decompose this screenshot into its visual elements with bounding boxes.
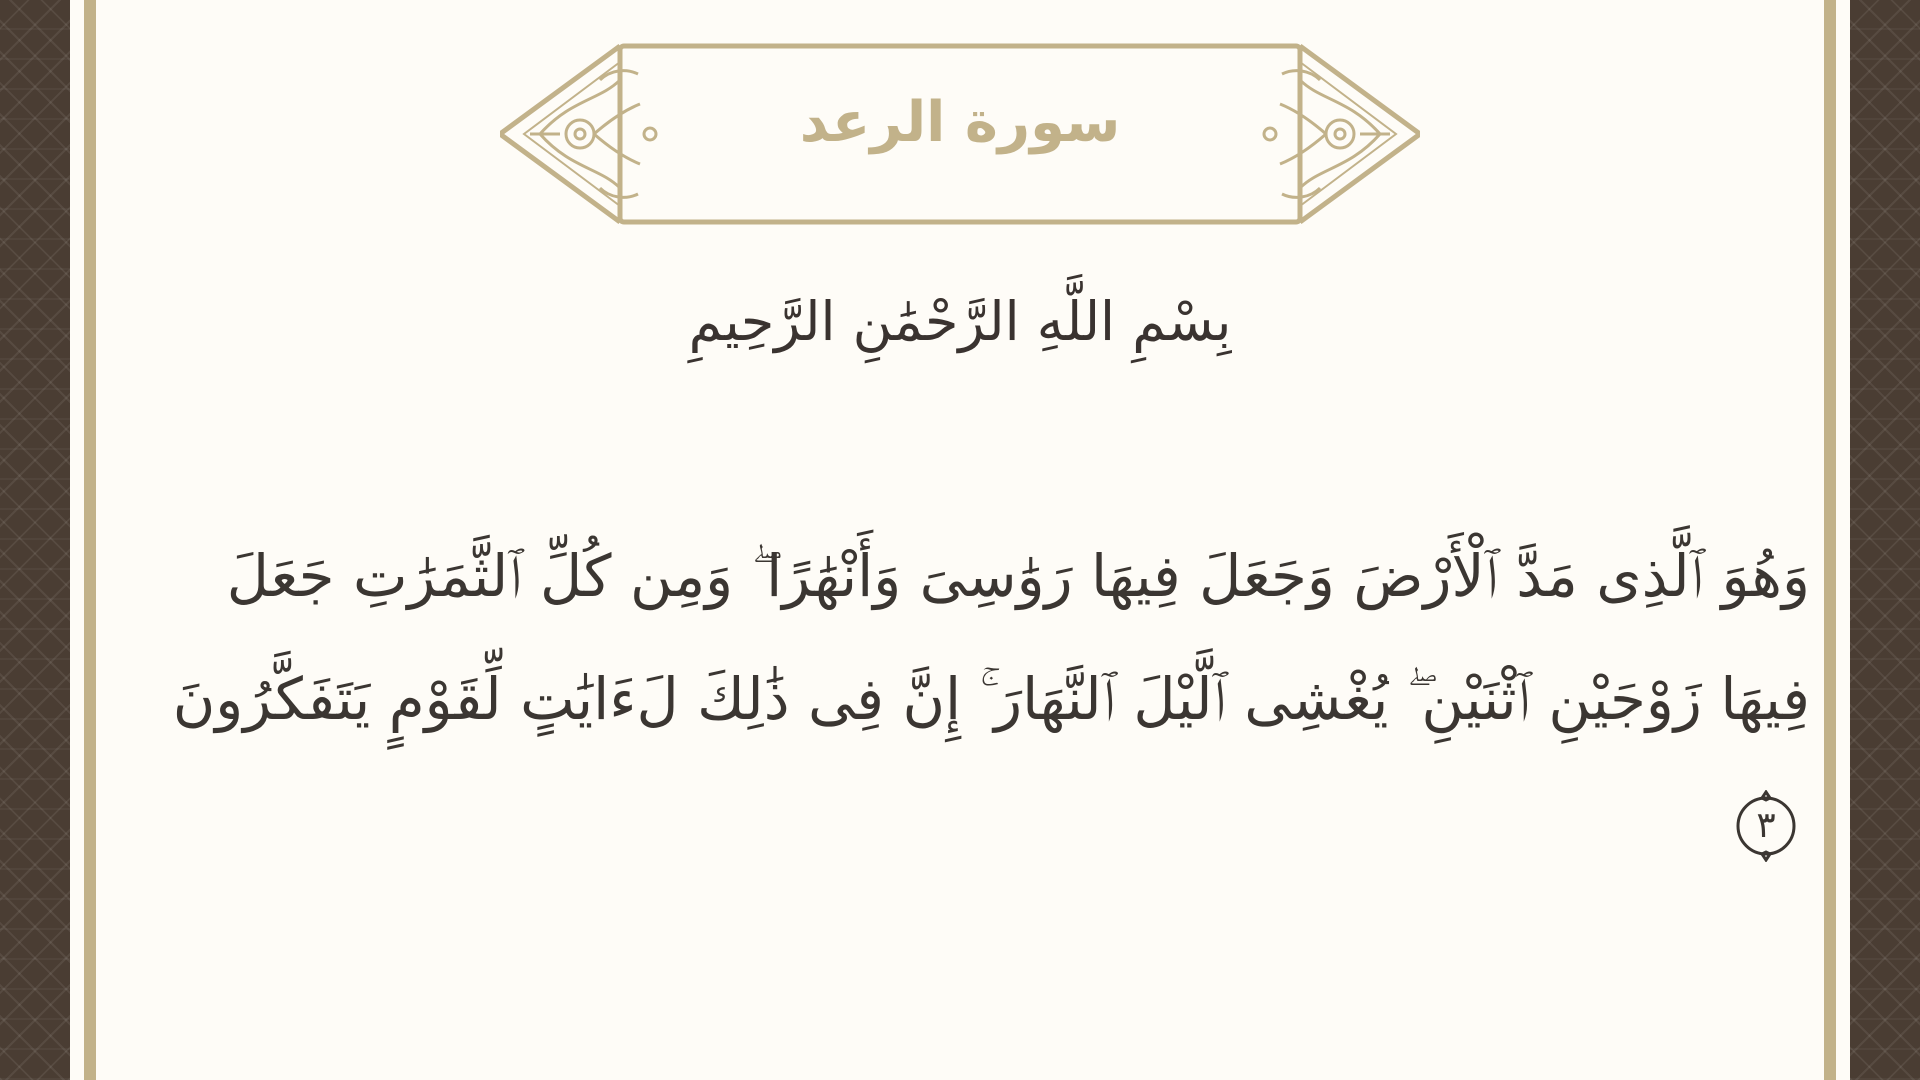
ayah-number: ٣ — [1756, 804, 1776, 846]
mushaf-page — [70, 0, 1850, 1080]
surah-title: سورة الرعد — [799, 89, 1121, 155]
right-border-pattern — [1850, 0, 1920, 1080]
ayah-end-marker — [1730, 790, 1802, 862]
verse-text: وَهُوَ ٱلَّذِى مَدَّ ٱلْأَرْضَ وَجَعَلَ فِيهَا رَوَٰسِىَ وَأَنْهَٰرًا ۖ وَمِن كُلِّ ٱلثَّمَرَٰتِ جَعَلَ فِيهَا زَوْجَيْنِ ٱثْنَيْنِ ۖ يُغْشِى ٱلَّيْلَ ٱلنَّهَارَ ۚ إِنَّ فِى ذَٰلِكَ لَءَايَٰتٍ لِّقَوْمٍ يَتَفَكَّرُونَ — [172, 542, 1810, 733]
right-gold-rule — [1824, 0, 1836, 1080]
basmala: بِسْمِ اللَّهِ الرَّحْمَٰنِ الرَّحِيمِ — [688, 290, 1232, 353]
left-gold-rule — [84, 0, 96, 1080]
left-border-pattern — [0, 0, 70, 1080]
surah-header-frame — [500, 40, 1420, 230]
verse-block — [150, 515, 1810, 884]
